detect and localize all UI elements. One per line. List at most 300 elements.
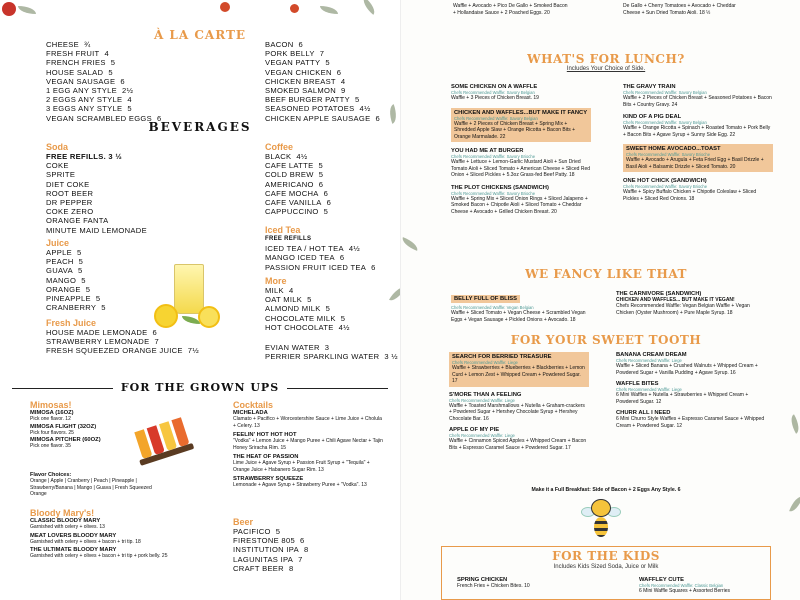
item-price: 6: [323, 188, 329, 198]
item-subname: CHICKEN AND WAFFLES... BUT MAKE IT VEGAN!: [616, 297, 735, 303]
item-name: THE PLOT CHICKENS (SANDWICH): [451, 184, 549, 191]
menu-item: [46, 77, 162, 86]
item-description: Lemonade + Agave Syrup + Strawberry Puree + "Vodka". 13: [233, 482, 367, 488]
item-price: 4: [340, 76, 346, 86]
item-name: MICHELADA: [233, 410, 268, 416]
menu-item: [46, 294, 106, 303]
item-price: 4½: [296, 152, 308, 161]
item-description: Garnished with celery + olives. 13: [30, 524, 105, 530]
item-name: HOUSE SALAD: [46, 67, 104, 77]
menu-item: [265, 95, 380, 104]
leaf-icon: [18, 6, 36, 14]
item-name: ALMOND MILK: [265, 304, 321, 314]
item-name: 1 EGG ANY STYLE: [46, 86, 118, 96]
item-price: 6: [339, 253, 345, 263]
tomato-icon: [290, 4, 299, 13]
leaf-icon: [320, 6, 338, 14]
menu-item: [46, 328, 199, 337]
item-name: CHICKEN AND WAFFLES...BUT MAKE IT FANCY: [454, 109, 588, 116]
item-recommendation: Chefs Recommended Waffle: Savory Brioche: [623, 184, 708, 189]
drink-item: [30, 547, 190, 560]
item-name: ORANGE: [46, 284, 81, 294]
flavor-choices-list: Orange | Apple | Cranberry | Peach | Pineapple | Strawberry/Banana | Mango | Guava | Fresh Squeezed Orange: [30, 478, 152, 497]
item-price: 6: [152, 328, 158, 337]
item-name: LAGUNITAS IPA: [233, 554, 294, 564]
item-description: French Fries + Chicken Bites. 10: [457, 583, 530, 589]
item-name: GUAVA: [46, 266, 73, 276]
menu-item: COKE: [46, 161, 69, 171]
item-description: Lime Juice + Agave Syrup + Passion Fruit Syrup + "Tequila" + Orange Juice + Habanero Sugar Rim. 13: [233, 460, 370, 473]
item-name: MANGO: [46, 275, 77, 285]
item-price: 5: [77, 266, 83, 276]
menu-item: [265, 323, 350, 332]
menu-item: [265, 104, 380, 113]
drink-item: [233, 410, 383, 429]
item-name: CLASSIC BLOODY MARY: [30, 518, 101, 524]
item-price: 5: [95, 294, 101, 304]
item-price: 8: [303, 545, 309, 555]
menu-item: [265, 343, 398, 352]
drink-item: [233, 476, 383, 489]
item-price: 5: [110, 58, 116, 68]
item-price: 5: [275, 527, 281, 536]
item-name: AMERICANO: [265, 179, 314, 189]
grownups-title: FOR THE GROWN UPS: [113, 381, 287, 394]
menu-item: [265, 58, 380, 67]
item-name: SEARCH FOR BERRIED TREASURE: [452, 354, 552, 360]
iced-tea-title: Iced Tea: [265, 225, 301, 235]
item-name: PEACH: [46, 257, 74, 267]
menu-item: [265, 152, 331, 161]
menu-item: [265, 263, 376, 272]
item-name: PACIFICO: [233, 527, 271, 536]
item-price: 7½: [187, 346, 199, 356]
item-name: CAPPUCCINO: [265, 207, 319, 217]
item-price: 5: [323, 207, 329, 217]
menu-item: [46, 266, 106, 275]
fancy-title: WE FANCY LIKE THAT: [525, 267, 687, 281]
top-right-continuation: [623, 3, 736, 16]
top-left-line2: + Hollandaise Sauce + 2 Poached Eggs. 20: [453, 9, 550, 16]
item-price: 5: [76, 248, 82, 257]
item-recommendation: Chefs Recommended Waffle: Savory Brioche: [626, 152, 711, 157]
item-recommendation: Chefs Recommended Waffle: Savory Belgian: [454, 115, 538, 121]
item-recommendation: Chefs Recommended Waffle: Savory Brioche: [451, 190, 536, 196]
item-description: Waffle + Sliced Tomato + Vegan Cheese + Scrambled Vegan Eggs + Vegan Sausage + Pickled Onions + Avocado. 18: [451, 310, 586, 323]
item-name: FEELIN' HOT HOT HOT: [233, 432, 297, 438]
item-name: CHURR ALL I NEED: [616, 410, 671, 416]
item-price: 6: [120, 76, 125, 86]
menu-item: DIET COKE: [46, 179, 90, 189]
item-price: 5: [81, 275, 86, 285]
item-name: INSTITUTION IPA: [233, 545, 299, 555]
item-description: Waffle + Orange Ricotta + Spinach + Roasted Tomato + Pork Belly + Bacon Bits + Agave Syrup + Sunny Side Egg. 22: [623, 125, 771, 138]
menu-item: [265, 352, 398, 361]
item-price: 6: [371, 262, 376, 272]
item-price: 4: [288, 286, 294, 295]
menu-item: [265, 161, 331, 170]
sweet-title: FOR YOUR SWEET TOOTH: [510, 333, 702, 347]
tomato-icon: [2, 2, 16, 16]
item-price: 4: [104, 49, 110, 59]
item-name: VEGAN CHICKEN: [265, 67, 332, 77]
item-price: 7: [298, 554, 303, 564]
bloody-mary-list: [30, 518, 190, 560]
item-name: FRESH FRUIT: [46, 49, 100, 59]
item-name: ICED TEA / HOT TEA: [265, 244, 344, 254]
item-name: STRAWBERRY SQUEEZE: [233, 476, 304, 482]
item-name: SWEET HOME AVOCADO...TOAST: [626, 146, 721, 152]
item-recommendation: Chefs Recommended Waffle: Classic Belgian: [639, 583, 724, 588]
item-price: 5: [355, 95, 360, 105]
sweet-left-column: [449, 352, 589, 456]
iced-tea-list: [265, 244, 376, 272]
food-item: [451, 185, 591, 216]
soda-section: [46, 142, 147, 235]
item-name: VEGAN SCRAMBLED EGGS: [46, 113, 153, 123]
menu-item: [265, 286, 350, 295]
menu-item: SPRITE: [46, 170, 76, 180]
item-description: Garnished with celery + olives + bacon + tri tip + pork belly. 25: [30, 553, 168, 559]
drink-item: [233, 432, 383, 451]
food-item: [451, 108, 591, 143]
iced-tea-section: [265, 225, 376, 272]
leaf-icon: [389, 284, 400, 304]
item-description: Waffle + Avocado + Arugula + Feta Fried Egg + Basil Drizzle + Basil Aioli + Balsamic Drizzle + Sliced Tomato. 20: [626, 157, 764, 170]
lunch-subtitle: Includes Your Choice of Side.: [566, 66, 646, 72]
menu-item: [46, 49, 162, 58]
drink-item: [30, 518, 190, 531]
item-description: Pick one flavor. 35: [30, 443, 71, 449]
soda-title: Soda: [46, 142, 69, 152]
menu-item: DR PEPPER: [46, 198, 93, 208]
item-description: Waffle + Lettuce + Lemon-Garlic Mustard Aioli + Sun Dried Tomato Aioli + Sliced Tomato + American Cheese + Sliced Red Onion + Sliced Pickles + 5.3oz Grass-fed Beef Patty. 18: [451, 159, 591, 178]
item-name: MIMOSA (16OZ): [30, 410, 74, 416]
tomato-icon: [220, 2, 230, 12]
item-price: 6: [298, 40, 304, 49]
sweet-right-column: [616, 352, 766, 434]
menu-item: [46, 303, 106, 312]
item-price: 5: [307, 295, 312, 305]
item-description: Waffle + Spicy Buffalo Chicken + Chipotle Coleslaw + Sliced Pickles + Sliced Red Onions. 18: [623, 189, 757, 202]
flavor-choices: [30, 472, 160, 498]
beer-section: [233, 517, 309, 573]
menu-item: ORANGE FANTA: [46, 216, 109, 226]
item-price: 4½: [338, 322, 350, 332]
lunch-title: WHAT'S FOR LUNCH?: [527, 52, 685, 66]
item-name: CHICKEN APPLE SAUSAGE: [265, 113, 371, 123]
item-name: YOU HAD ME AT BURGER: [451, 148, 524, 154]
food-item: [616, 381, 766, 405]
mimosas-title: Mimosas!: [30, 400, 72, 410]
item-name: PORK BELLY: [265, 49, 315, 59]
menu-item: [265, 304, 350, 313]
item-price: 6: [157, 113, 162, 123]
item-name: SMOKED SALMON: [265, 86, 336, 96]
top-left-line1: Waffle + Avocado + Pico De Gallo + Smoked Bacon: [453, 3, 568, 9]
item-description: Waffle + Cinnamon Spiced Apples + Whipped Cream + Bacon Bits + Espresso Caramel Sauce + Powdered Sugar. 17: [449, 438, 587, 451]
item-price: 9: [341, 86, 346, 96]
item-name: KIND OF A PIG DEAL: [623, 114, 682, 120]
item-name: THE ULTIMATE BLOODY MARY: [30, 547, 117, 553]
drink-item: [30, 533, 190, 546]
produce-decoration: [0, 0, 40, 22]
item-name: CHICKEN BREAST: [265, 76, 336, 86]
item-name: CAFE VANILLA: [265, 198, 322, 208]
item-name: SOME CHICKEN ON A WAFFLE: [451, 84, 538, 90]
food-item: [449, 427, 589, 451]
menu-item: [233, 545, 309, 554]
item-name: CHEESE: [46, 40, 80, 49]
item-price: 5: [85, 284, 91, 294]
menu-item: [46, 285, 106, 294]
menu-item: [265, 189, 331, 198]
item-name: WAFFLEY CUTE: [639, 577, 684, 583]
cocktail-list: [233, 410, 383, 489]
fresh-juice-title: Fresh Juice: [46, 318, 97, 328]
item-price: 5: [340, 313, 346, 323]
lunch-right-column: [623, 84, 773, 208]
more-title: More: [265, 276, 287, 286]
more-list: [265, 286, 350, 332]
item-description: Chefs Recommended Waffle: Vegan Belgian Waffle + Vegan Chicken (Oyster Mushroom) + Pure Maple Syrup. 18: [616, 303, 750, 316]
item-price: 5: [101, 303, 106, 313]
grownups-title-wrap: [0, 381, 400, 394]
menu-item: [233, 564, 309, 573]
item-name: MIMOSA FLIGHT (32OZ): [30, 423, 97, 430]
item-price: 6: [326, 198, 332, 208]
menu-item: [46, 337, 199, 346]
soda-list: [46, 161, 147, 235]
menu-item: [46, 95, 162, 104]
item-name: 3 EGGS ANY STYLE: [46, 104, 123, 114]
drink-item: [233, 454, 383, 473]
menu-item: [265, 40, 380, 49]
item-name: ONE HOT CHICK (SANDWICH): [623, 178, 707, 184]
item-name: VEGAN PATTY: [265, 58, 321, 68]
food-item: [623, 178, 773, 202]
item-name: BEEF BURGER PATTY: [265, 95, 350, 105]
item-price: 6: [336, 67, 342, 77]
menu-item: [46, 40, 162, 49]
beer-list: [233, 527, 309, 573]
item-price: 2½: [122, 86, 134, 96]
item-name: WAFFLE BITES: [616, 381, 659, 387]
item-price: 6: [300, 536, 305, 546]
item-name: SEASONED POTATOES: [265, 104, 355, 114]
item-price: 3: [324, 343, 330, 352]
fancy-right-item: [616, 291, 766, 316]
full-breakfast-note: Make it a Full Breakfast: Side of Bacon + 2 Eggs Any Style. 6: [531, 487, 681, 493]
item-price: 6: [375, 113, 381, 123]
drink-item: [30, 410, 160, 423]
menu-item: [265, 77, 380, 86]
menu-item: [46, 257, 106, 266]
menu-item: [46, 68, 162, 77]
menu-item: [265, 295, 350, 304]
item-name: FRENCH FRIES: [46, 58, 106, 68]
cocktails-section: [233, 400, 383, 492]
food-item: [616, 352, 766, 376]
iced-tea-refill: FREE REFILLS: [265, 236, 312, 242]
item-name: BACON: [265, 40, 294, 49]
alacarte-col2: [265, 40, 380, 123]
bee-mascot-image: [581, 497, 621, 541]
item-name: APPLE: [46, 248, 72, 257]
fresh-juice-section: [46, 318, 199, 356]
vegetable-decoration: [210, 0, 400, 24]
coffee-list: [265, 152, 331, 216]
fancy-left-item: [451, 287, 591, 323]
item-description: 6 Mini Churro Style Waffles + Espresso Caramel Sauce + Whipped Cream + Powdered Sugar. 12: [616, 416, 765, 429]
item-price: 4: [127, 95, 132, 105]
item-price: 5: [325, 58, 330, 68]
item-price: 5: [78, 257, 84, 267]
kids-subtitle: Includes Kids Sized Soda, Juice or Milk: [553, 564, 659, 570]
item-name: BANANA CREAM DREAM: [616, 352, 687, 358]
kids-title: FOR THE KIDS: [552, 549, 660, 563]
menu-item: [265, 86, 380, 95]
item-name: THE GRAVY TRAIN: [623, 84, 676, 90]
item-recommendation: Chefs Recommended Waffle: Liege: [449, 433, 515, 438]
item-description: Pick one flavor. 12: [30, 416, 71, 422]
food-item: [616, 410, 766, 429]
bloody-mary-section: [30, 508, 190, 562]
coffee-section: [265, 142, 331, 216]
item-description: Waffle + Sliced Banana + Crushed Walnuts + Whipped Cream + Powdered Sugar + Vanilla Pudding + Agave Syrup. 16: [616, 363, 758, 376]
menu-item: [46, 58, 162, 67]
item-name: CAFE MOCHA: [265, 188, 319, 198]
item-description: Clamato + Pacifico + Worcestershire Sauce + Lime Juice + Cholula + Celery. 13: [233, 416, 382, 429]
beverages-title: BEVERAGES: [148, 120, 252, 134]
item-name: STRAWBERRY LEMONADE: [46, 337, 150, 347]
item-recommendation: Chefs Recommended Waffle: Savory Brioche: [451, 154, 536, 159]
menu-item: [265, 244, 376, 253]
menu-item: [265, 170, 331, 179]
coffee-title: Coffee: [265, 142, 294, 152]
item-recommendation: Chefs Recommended Waffle: Liege: [616, 387, 682, 392]
food-item: [623, 114, 773, 138]
cocktails-title: Cocktails: [233, 400, 274, 410]
item-name: PINEAPPLE: [46, 294, 91, 304]
menu-item: [46, 346, 199, 355]
food-item: [449, 392, 589, 423]
item-name: MIMOSA PITCHER (60OZ): [30, 437, 101, 443]
item-recommendation: Chefs Recommended Waffle: Liege: [452, 360, 518, 365]
item-description: Pick four flavors. 25: [30, 429, 74, 436]
item-price: ¾: [84, 40, 91, 49]
item-name: CRANBERRY: [46, 303, 97, 313]
item-name: APPLE OF MY PIE: [449, 427, 500, 433]
item-price: 5: [325, 304, 331, 314]
item-description: Garnished with celery + olives + bacon + tri tip. 18: [30, 538, 141, 545]
item-price: 5: [318, 161, 323, 171]
item-name: THE CARNIVORE (SANDWICH): [616, 291, 702, 297]
leaf-icon: [400, 237, 420, 251]
item-description: Waffle + Strawberries + Blueberries + Blackberries + Lemon Curd + Lemon Zest + Whipped Cream + Powdered Sugar. 17: [452, 365, 585, 384]
item-name: EVIAN WATER: [265, 343, 320, 352]
leaf-icon: [787, 414, 800, 434]
item-recommendation: Chefs Recommended Waffle: Savory Belgian: [451, 90, 535, 95]
food-item: [623, 144, 773, 172]
more-section: [265, 276, 350, 332]
fresh-juice-list: [46, 328, 199, 356]
item-name: HOT CHOCOLATE: [265, 322, 334, 332]
menu-item: [265, 207, 331, 216]
juice-list: [46, 248, 106, 312]
food-item: [623, 84, 773, 108]
item-price: 4½: [348, 244, 360, 254]
menu-item: COKE ZERO: [46, 207, 94, 217]
menu-item: [265, 198, 331, 207]
item-name: SPRING CHICKEN: [457, 577, 508, 583]
beer-title: Beer: [233, 517, 254, 527]
item-name: CRAFT BEER: [233, 563, 284, 573]
item-name: FIRESTONE 805: [233, 536, 295, 546]
leaf-icon: [789, 494, 800, 514]
lunch-left-column: [451, 84, 591, 221]
item-name: OAT MILK: [265, 295, 303, 305]
food-item: [451, 148, 591, 179]
item-name: MANGO ICED TEA: [265, 253, 335, 263]
item-name: CAFE LATTE: [265, 161, 314, 171]
item-description: 6 Mini Waffles + Nutella + Strawberries + Whipped Cream + Powdered Sugar. 12: [616, 392, 749, 405]
menu-item: [265, 68, 380, 77]
leaf-icon: [360, 0, 379, 15]
water-list: [265, 343, 398, 361]
item-recommendation: Chefs Recommended Waffle: Liege: [616, 358, 682, 363]
menu-item: [46, 86, 162, 95]
item-description: Waffle + Spring Mix + Sliced Onion Rings + Sliced Jalapeno + Smoked Bacon + Chipotle Aioli + Sliced Tomato + Cheddar Cheese + Avocado + Grilled Chicken Breast. 20: [451, 195, 588, 215]
item-name: MILK: [265, 286, 284, 295]
item-recommendation: Chefs Recommended Waffle: Vegan Belgian: [451, 305, 534, 310]
menu-item: [233, 555, 309, 564]
item-price: 6: [318, 179, 324, 189]
soda-refill: FREE REFILLS. 3 ½: [46, 152, 122, 161]
menu-item: [46, 276, 106, 285]
item-price: 5: [318, 170, 324, 180]
item-name: VEGAN SAUSAGE: [46, 76, 116, 86]
menu-item: [265, 180, 331, 189]
item-description: "Vodka" + Lemon Juice + Mango Puree + Chili Agave Nectar + Tajin Honey Sriracha Rim. 15: [233, 438, 383, 451]
top-left-continuation: [453, 3, 568, 16]
food-item: [449, 352, 589, 387]
menu-item: ROOT BEER: [46, 188, 94, 198]
top-right-line2: Cheese + Sun Dried Tomato Aioli. 18 ½: [623, 9, 711, 16]
item-name: MEAT LOVERS BLOODY MARY: [30, 532, 117, 539]
item-price: 7: [154, 337, 159, 347]
item-recommendation: Chefs Recommended Waffle: Savory Belgian: [623, 90, 707, 95]
item-name: PASSION FRUIT ICED TEA: [265, 262, 367, 272]
item-description: Waffle + 3 Pieces of Chicken Breast. 19: [451, 95, 539, 101]
flavor-choices-title: Flavor Choices:: [30, 472, 72, 478]
menu-item: [265, 49, 380, 58]
menu-item: [265, 253, 376, 262]
juice-section: [46, 238, 106, 312]
item-price: 7: [319, 49, 325, 59]
item-description: Waffle + 2 Pieces of Chicken Breast + Seasoned Potatoes + Bacon Bits + Country Gravy. 24: [623, 95, 772, 108]
item-name: THE HEAT OF PASSION: [233, 454, 299, 460]
kids-left-item: [457, 577, 597, 590]
item-price: 5: [127, 104, 132, 114]
item-price: 8: [288, 563, 294, 573]
food-item: [451, 84, 591, 102]
bloody-mary-title: Bloody Mary's!: [30, 508, 95, 518]
menu-item: [265, 314, 350, 323]
menu-item: [46, 248, 106, 257]
item-description: Waffle + 2 Pieces of Chicken Breast + Spring Mix + Shredded Apple Slaw + Orange Ricotta + Bacon Bits + Orange Marmalade. 22: [454, 120, 576, 140]
item-recommendation: Chefs Recommended Waffle: Savory Belgian: [623, 120, 707, 125]
